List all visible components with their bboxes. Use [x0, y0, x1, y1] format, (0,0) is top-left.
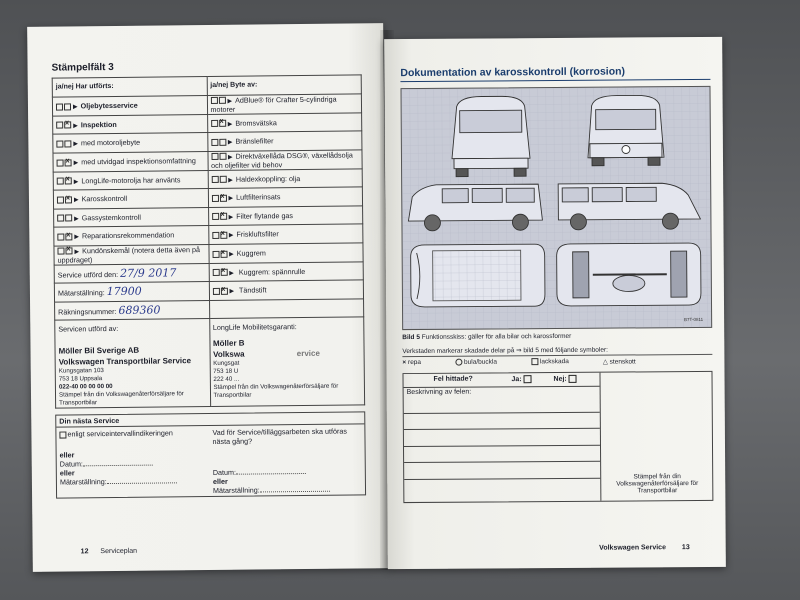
legend-paint: [531, 358, 569, 366]
arrow-icon: ▶: [73, 123, 78, 130]
dealer-r5: 222 40 ...: [213, 375, 240, 383]
checkbox-checked[interactable]: [220, 250, 227, 257]
empty-cell: [209, 298, 364, 318]
service-table: [52, 74, 365, 408]
description-line[interactable]: [404, 412, 600, 430]
damage-legend: [402, 357, 712, 367]
guarantee-cell: [209, 317, 364, 407]
description-label: Beskrivning av felen:: [406, 388, 472, 397]
checkbox[interactable]: [219, 176, 226, 183]
checkbox[interactable]: [56, 122, 63, 129]
replaced-label: Kuggrem: [236, 248, 266, 258]
legend-chip: △ stenskott: [602, 358, 636, 366]
replaced-cell: [208, 187, 363, 207]
arrow-icon: ▶: [228, 232, 234, 240]
circle-icon: [455, 359, 462, 366]
replaced-cell: [208, 242, 363, 263]
replaced-cell: [208, 205, 363, 225]
arrow-icon: ▶: [74, 234, 80, 241]
doc-title: Dokumentation av karosskontroll (korrosion): [400, 65, 710, 82]
van-front-view: [588, 95, 664, 166]
page-number-right: 13: [681, 544, 690, 552]
replaced-cell: [208, 224, 363, 244]
arrow-icon: ▶: [74, 216, 79, 223]
checkbox[interactable]: [212, 269, 219, 276]
kuggrem-spann-cell: [209, 261, 364, 281]
header-replaced: ja/nej Byte av:: [207, 75, 362, 95]
replaced-cell: [207, 112, 362, 132]
dealer-city: 753 18 Uppsala: [58, 375, 103, 383]
checkbox[interactable]: [57, 159, 64, 166]
checkbox[interactable]: [64, 103, 71, 110]
checkbox[interactable]: [212, 250, 219, 257]
checkbox[interactable]: [212, 232, 219, 239]
square-icon: [531, 358, 538, 365]
page-number-left: 12: [80, 548, 89, 556]
mileage-cell: [54, 281, 209, 301]
arrow-icon: ▶: [229, 251, 234, 258]
checkbox[interactable]: [57, 248, 64, 255]
performed-cell: [54, 225, 209, 245]
checkbox-checked[interactable]: [219, 120, 226, 127]
dealer-r1: Möller B: [212, 338, 245, 348]
arrow-icon: ▶: [229, 288, 235, 296]
performed-label: Gassystemkontroll: [81, 212, 141, 223]
description-line[interactable]: [404, 462, 600, 480]
vehicle-diagram: [400, 86, 712, 330]
replaced-label: Haldexkoppling: olja: [235, 173, 301, 184]
performed-label: LongLife-motorolja har använts: [81, 175, 181, 186]
mileage-label: Mätarställning:: [57, 288, 105, 298]
arrow-icon: ▶: [228, 195, 234, 203]
performed-label: Oljebytesservice: [80, 100, 138, 111]
checkbox-checked[interactable]: [64, 122, 71, 129]
performed-cell: [52, 95, 207, 116]
invoice-cell: [55, 300, 210, 320]
yes-checkbox[interactable]: [524, 375, 532, 383]
service-rows: [52, 93, 363, 264]
right-page: [384, 37, 726, 569]
description-line[interactable]: [404, 445, 600, 463]
body-check-section: [400, 65, 713, 503]
dealer-phone: 022-40 00 00 00 00: [58, 383, 113, 391]
checkbox[interactable]: [211, 176, 218, 183]
checkbox-checked[interactable]: [220, 288, 227, 295]
next-service-title: Din nästa Service: [56, 412, 364, 427]
replaced-label: Bromsvätska: [235, 118, 277, 128]
right-footer: [599, 544, 690, 552]
arrow-icon: ▶: [73, 197, 79, 204]
performed-label: Reparationsrekommendation: [81, 230, 175, 241]
checkbox-checked[interactable]: [65, 233, 72, 240]
arrow-icon: ▶: [227, 121, 233, 128]
mileage-value: 17900: [106, 284, 142, 299]
van-top-view: [411, 244, 545, 307]
arrow-icon: ▶: [72, 104, 78, 111]
stamp-field-3: [52, 59, 367, 498]
dealer-r2-a: Volkswa: [213, 349, 245, 359]
checkbox-checked[interactable]: [65, 196, 72, 203]
replaced-label: Luftfilterinsats: [236, 192, 281, 202]
dealer-r2-b: ervice: [296, 348, 320, 359]
arrow-icon: ▶: [229, 270, 234, 277]
checkbox[interactable]: [57, 215, 64, 222]
next-service-right: [212, 426, 363, 495]
arrow-icon: ▶: [227, 139, 233, 147]
mileage-field-right[interactable]: [213, 484, 363, 495]
no-label: Nej:: [553, 375, 567, 383]
performed-label: Inspektion: [80, 119, 117, 130]
service-date-label: Service utförd den:: [57, 269, 119, 280]
performed-label: Kundönskemål (notera detta även på uppdraget): [57, 244, 201, 265]
checkbox-checked[interactable]: [220, 232, 227, 239]
checkbox[interactable]: [64, 140, 71, 147]
or-label-3: eller: [212, 476, 228, 486]
mileage-field-left[interactable]: [60, 476, 200, 486]
performed-cell: [53, 114, 208, 134]
mileage-line: [107, 482, 177, 484]
performed-by-label: Servicen utförd av:: [58, 323, 119, 334]
spark-plug-cell: [209, 280, 364, 300]
description-line[interactable]: [404, 478, 600, 495]
legend-scratch: × repa: [402, 358, 422, 367]
legend-scratch-label: repa: [407, 358, 422, 367]
dealer-r3: Kungsgat: [213, 359, 240, 367]
checkbox[interactable]: [219, 139, 226, 146]
van-rear-view: [452, 96, 531, 177]
checkbox-checked[interactable]: [65, 159, 72, 166]
checkbox-checked[interactable]: [65, 248, 72, 255]
spark-plug-label: Tändstift: [238, 285, 267, 295]
yes-option[interactable]: [512, 375, 532, 383]
found-header: [403, 373, 599, 388]
next-service-box: [55, 411, 366, 498]
stamp-note-left: Stämpel från din Volkswagenåterförsäljare för Transportbilar: [58, 390, 184, 407]
or-label: eller: [59, 450, 75, 460]
checkbox[interactable]: [56, 140, 63, 147]
legend-dent: [455, 358, 497, 366]
checkbox[interactable]: [211, 153, 218, 160]
description-line[interactable]: [404, 429, 600, 447]
checkbox[interactable]: [65, 215, 72, 222]
found-label: Fel hittade?: [433, 375, 473, 383]
page-label-left: Serviceplan: [100, 547, 138, 556]
guarantee-label: LongLife Mobilitetsgaranti:: [212, 322, 297, 332]
caption-number: Bild 5: [402, 333, 420, 342]
damage-found-box: [402, 371, 713, 503]
dealer-name: Möller Bil Sverige AB: [58, 345, 140, 356]
legend-dent-label: bula/buckla: [464, 358, 497, 366]
performed-label: med motoroljebyte: [80, 137, 141, 148]
arrow-icon: ▶: [73, 160, 79, 167]
description-line[interactable]: [404, 396, 600, 414]
yes-label: Ja:: [511, 376, 522, 384]
checkbox[interactable]: [211, 139, 218, 146]
no-option[interactable]: [554, 375, 577, 383]
mileage-field-label-r: Mätarställning:: [212, 485, 260, 495]
checkbox[interactable]: [210, 97, 217, 104]
performed-label: med utvidgad inspektionsomfattning: [81, 156, 196, 167]
checkbox[interactable]: [57, 233, 64, 240]
arrow-icon: ▶: [227, 98, 233, 105]
mileage-line-r: [260, 491, 330, 493]
replaced-label: Direktväxellåda DSG®, växellådsolja och oljefilter vid behov: [211, 149, 353, 170]
checkbox[interactable]: [57, 196, 64, 203]
checkbox[interactable]: [212, 213, 219, 220]
figure-caption: [402, 332, 712, 341]
checkbox[interactable]: [59, 431, 66, 438]
checkbox[interactable]: [212, 288, 219, 295]
checkbox[interactable]: [219, 153, 226, 160]
date-line: [83, 465, 153, 467]
invoice-label: Räkningsnummer:: [58, 306, 117, 317]
legend-intro: Verkstaden markerar skadade delar på ⇒ bild 5 med följande symboler:: [402, 345, 712, 357]
performed-cell: [54, 244, 209, 265]
arrow-icon: ▶: [74, 248, 80, 255]
checkbox[interactable]: [218, 97, 225, 104]
checkbox-checked[interactable]: [219, 195, 226, 202]
no-checkbox[interactable]: [569, 375, 577, 383]
next-right-label: Vad för Service/tilläggsarbeten ska utföras nästa gång?: [212, 426, 347, 446]
dealer-subname: Volkswagen Transportbilar Service: [58, 356, 192, 367]
date-label-r: Datum:: [212, 467, 237, 477]
footer-label: Volkswagen Service: [599, 544, 666, 552]
arrow-icon: ▶: [228, 154, 233, 161]
replaced-cell: [208, 168, 363, 188]
stamp-note: Stämpel från din Volkswagenåterförsäljare för Transportbilar: [616, 473, 699, 495]
mileage-field-label: Mätarställning:: [59, 477, 107, 487]
next-service-left: [59, 428, 200, 486]
date-line-r: [236, 473, 306, 475]
kuggrem-spann-label: Kuggrem: spännrulle: [238, 266, 306, 277]
legend-paint-label: lackskada: [539, 358, 569, 366]
van-bottom-view: [557, 243, 701, 306]
arrow-icon: ▶: [228, 177, 233, 184]
performed-cell: [53, 170, 208, 190]
checkbox[interactable]: [211, 120, 218, 127]
replaced-label: Filter flytande gas: [236, 210, 294, 221]
or-label-2: eller: [59, 468, 75, 478]
replaced-label: AdBlue® för Crafter 5-cylindriga motorer: [210, 94, 337, 114]
left-page: [27, 23, 389, 572]
caption-text: Funktionsskiss: gäller för alla bilar och karossformer: [421, 332, 572, 341]
description-lines[interactable]: [404, 396, 601, 495]
replaced-cell: [207, 131, 362, 151]
performed-cell: [53, 132, 208, 152]
replaced-cell: [207, 149, 362, 170]
dealer-r4: 753 18 U: [213, 367, 239, 375]
stamp-note-right: Stämpel från din Volkswagenåterförsäljare för Transportbilar: [213, 382, 339, 399]
next-left-label: enligt serviceintervallindikeringen: [67, 428, 173, 439]
arrow-icon: ▶: [73, 141, 79, 148]
checkbox[interactable]: [211, 195, 218, 202]
replaced-label: Bränslefilter: [235, 136, 274, 146]
left-footer: [81, 548, 137, 556]
date-label: Datum:: [59, 459, 83, 469]
arrow-icon: ▶: [228, 214, 234, 221]
checkbox[interactable]: [57, 178, 64, 185]
performed-label: Karosskontroll: [81, 194, 128, 204]
service-date-value: 27/9 2017: [120, 266, 177, 280]
legend-chip-label: stenskott: [609, 358, 636, 366]
checkbox-checked[interactable]: [220, 213, 227, 220]
performed-cell: [53, 151, 208, 172]
service-date-cell: [54, 263, 209, 283]
stamp-field-title: Stämpelfält 3: [51, 61, 114, 74]
checkbox[interactable]: [56, 103, 63, 110]
performed-cell: [54, 207, 209, 227]
image-code: B7T-0811: [683, 316, 704, 323]
header-performed: ja/nej Har utförts:: [52, 77, 207, 97]
invoice-value: 689360: [118, 303, 161, 317]
checkbox-checked[interactable]: [220, 269, 227, 276]
checkbox-checked[interactable]: [65, 178, 72, 185]
dealer-address: Kungsgatan 103: [58, 367, 104, 375]
replaced-label: Friskluftsfilter: [236, 229, 279, 239]
replaced-cell: [207, 93, 362, 114]
arrow-icon: ▶: [73, 179, 79, 186]
van-sketch: [402, 87, 712, 329]
performed-cell: [53, 188, 208, 208]
performed-by-cell: [55, 318, 210, 408]
damage-description-area: [403, 373, 601, 502]
